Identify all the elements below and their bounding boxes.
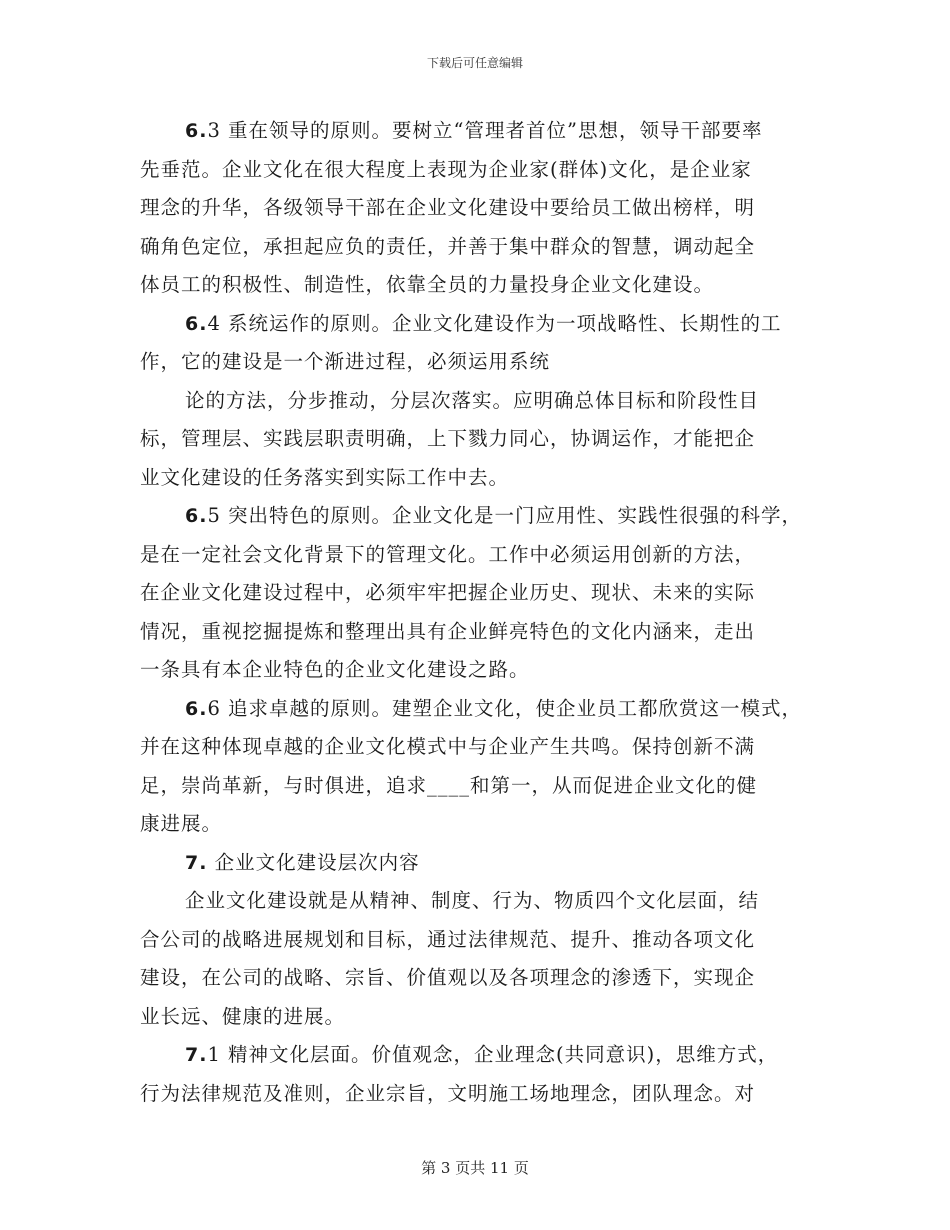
- page-footer: 第 3 页共 11 页: [421, 1159, 529, 1177]
- page-header: 下载后可任意编辑: [426, 56, 523, 70]
- line-text: 是在一定社会文化背景下的管理文化。工作中必须运用创新的方法，: [140, 542, 756, 566]
- text-line: [140, 728, 820, 767]
- line-text: 康进展。: [140, 812, 223, 835]
- text-line: [140, 228, 820, 267]
- line-text: 一条具有本企业特色的企业文化建设之路。: [140, 658, 530, 681]
- text-line: [140, 420, 820, 459]
- text-line: [140, 613, 820, 652]
- line-text: 作，它的建设是一个渐进过程，必须运用系统: [140, 350, 551, 373]
- line-text: 企业文化建设就是从精神、制度、行为、物质四个文化层面，结: [185, 889, 760, 912]
- section-number: 7.: [185, 851, 208, 874]
- document-body: [140, 112, 820, 1113]
- text-line: [140, 497, 820, 536]
- section-number: 7.: [185, 1044, 208, 1066]
- text-line: [140, 690, 820, 729]
- line-text: 体员工的积极性、制造性，依靠全员的力量投身企业文化建设。: [140, 273, 715, 296]
- text-line: [140, 882, 820, 921]
- line-text: 业文化建设的任务落实到实际工作中去。: [140, 465, 510, 489]
- section-number: 6.: [185, 312, 208, 335]
- text-line: [140, 805, 820, 844]
- text-line: [140, 305, 820, 344]
- text-line: [140, 189, 820, 228]
- section-number: 6.: [185, 120, 208, 142]
- text-line: [140, 343, 820, 382]
- line-text: 标，管理层、实践层职责明确，上下戮力同心，协调运作，才能把企: [140, 427, 756, 450]
- line-text: 5 突出特色的原则。企业文化是一门应用性、实践性很强的科学，: [207, 504, 803, 527]
- text-line: [140, 266, 820, 305]
- line-text: 1 精神文化层面。价值观念，企业理念(共同意识)，思维方式，: [207, 1043, 779, 1066]
- text-line: [140, 651, 820, 690]
- line-text: 情况，重视挖掘提炼和整理出具有企业鲜亮特色的文化内涵来，走出: [140, 619, 756, 643]
- line-text: 业长远、健康的进展。: [140, 1004, 346, 1028]
- section-number: 6.: [185, 505, 208, 527]
- line-text: 合公司的战略进展规划和目标，通过法律规范、提升、推动各项文化: [140, 927, 756, 951]
- line-text: 论的方法，分步推动，分层次落实。应明确总体目标和阶段性目: [185, 388, 760, 412]
- text-line: [140, 1036, 820, 1075]
- text-line: [140, 112, 820, 151]
- text-line: [140, 151, 820, 190]
- text-line: [140, 382, 820, 421]
- text-line: [140, 767, 820, 806]
- text-line: [140, 536, 820, 575]
- text-line: [140, 844, 820, 883]
- line-text: 4 系统运作的原则。企业文化建设作为一项战略性、长期性的工: [207, 311, 782, 335]
- text-line: [140, 998, 820, 1037]
- section-number: 6.: [185, 697, 208, 720]
- line-text: 3 重在领导的原则。要树立“管理者首位”思想，领导干部要率: [207, 119, 763, 142]
- line-text: 6 追求卓越的原则。建塑企业文化，使企业员工都欣赏这一模式，: [207, 696, 803, 720]
- line-text: 理念的升华，各级领导干部在企业文化建设中要给员工做出榜样，明: [140, 196, 756, 219]
- line-text: 行为法律规范及准则，企业宗旨，文明施工场地理念，团队理念。对: [140, 1081, 756, 1105]
- text-line: [140, 959, 820, 998]
- text-line: [140, 459, 820, 498]
- line-text: 先垂范。企业文化在很大程度上表现为企业家(群体)文化，是企业家: [140, 157, 752, 181]
- line-text: 并在这种体现卓越的企业文化模式中与企业产生共鸣。保持创新不满: [140, 735, 756, 758]
- text-line: [140, 574, 820, 613]
- line-text: 确角色定位，承担起应负的责任，并善于集中群众的智慧，调动起全: [140, 234, 756, 258]
- line-text: 在企业文化建设过程中，必须牢牢把握企业历史、现状、未来的实际: [140, 581, 756, 604]
- line-text: 足，崇尚革新，与时俱进，追求____和第一，从而促进企业文化的健: [140, 773, 758, 797]
- line-text: 企业文化建设层次内容: [207, 850, 420, 874]
- text-line: [140, 1075, 820, 1114]
- text-line: [140, 921, 820, 960]
- line-text: 建设，在公司的战略、宗旨、价值观以及各项理念的渗透下，实现企: [140, 966, 756, 989]
